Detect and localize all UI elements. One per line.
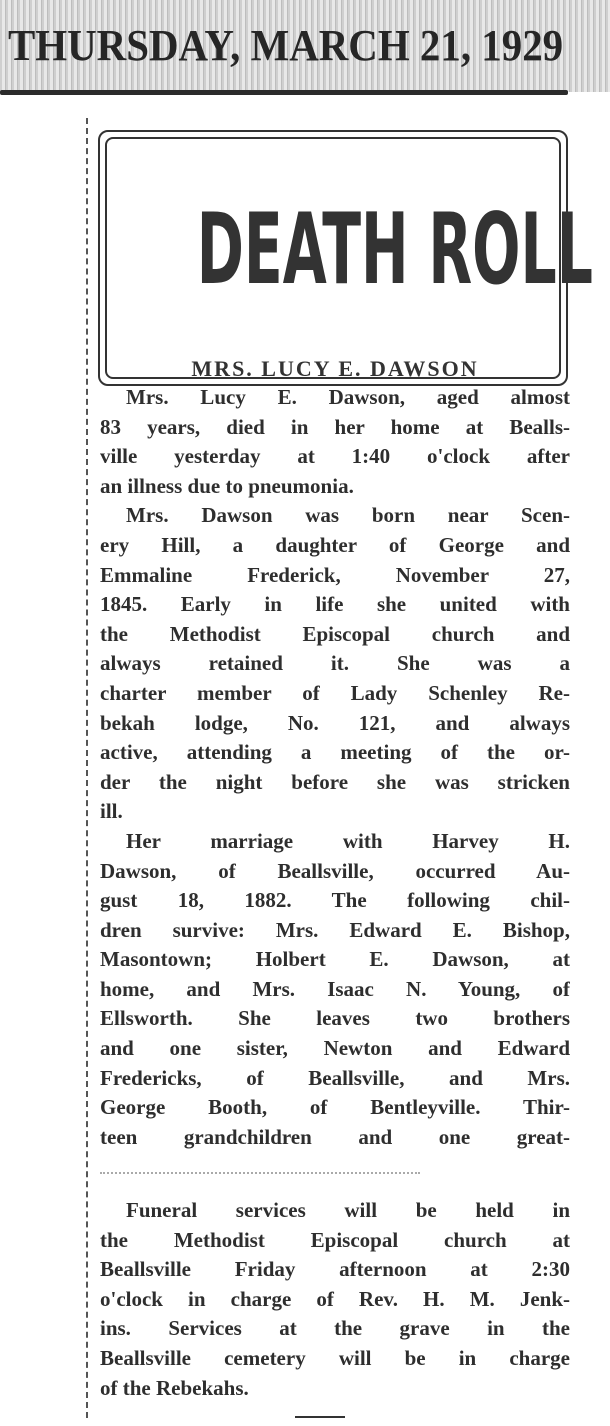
text-line: Masontown; Holbert E. Dawson, at <box>100 947 570 972</box>
masthead-rule <box>0 90 568 95</box>
text-line: der the night before she was stricken <box>100 769 570 794</box>
text-line: Ellsworth. She leaves two brothers <box>100 1006 570 1031</box>
masthead <box>0 0 610 92</box>
text-line: ill. <box>100 799 123 824</box>
text-line: teen grandchildren and one great- <box>100 1124 570 1149</box>
text-line: ville yesterday at 1:40 o'clock after <box>100 444 570 469</box>
text-line: Beallsville Friday afternoon at 2:30 <box>100 1257 570 1282</box>
text-line: gust 18, 1882. The following chil- <box>100 888 570 913</box>
section-title: DEATH ROLL <box>196 193 593 307</box>
text-line: ery Hill, a daughter of George and <box>100 532 570 557</box>
text-line: o'clock in charge of Rev. H. M. Jenk- <box>100 1286 570 1311</box>
text-line: of the Rebekahs. <box>100 1375 249 1400</box>
text-line: Her marriage with Harvey H. <box>126 828 570 853</box>
article-body <box>100 383 570 1152</box>
text-line: Funeral services will be held in <box>126 1198 570 1222</box>
text-line: Beallsville cemetery will be in charge <box>100 1345 570 1370</box>
column-rule <box>86 118 88 1418</box>
text-line: bekah lodge, No. 121, and always <box>100 710 570 735</box>
funeral-paragraph <box>100 1196 570 1403</box>
article-headline: MRS. LUCY E. DAWSON <box>191 356 479 381</box>
end-rule <box>295 1416 345 1418</box>
text-line: charter member of Lady Schenley Re- <box>100 680 570 705</box>
text-line: Mrs. Dawson was born near Scen- <box>126 503 570 528</box>
text-line: ins. Services at the grave in the <box>100 1316 570 1341</box>
text-line: and one sister, Newton and Edward <box>100 1036 570 1061</box>
faded-line <box>100 1172 420 1178</box>
text-line: an illness due to pneumonia. <box>100 473 354 498</box>
text-line: dren survive: Mrs. Edward E. Bishop, <box>100 917 570 942</box>
text-line: 83 years, died in her home at Bealls- <box>100 414 570 439</box>
text-line: George Booth, of Bentleyville. Thir- <box>100 1095 570 1120</box>
text-line: always retained it. She was a <box>100 651 570 676</box>
text-line: the Methodist Episcopal church and <box>100 621 570 646</box>
text-line: 1845. Early in life she united with <box>100 592 570 617</box>
text-line: active, attending a meeting of the or- <box>100 740 570 765</box>
text-line: Fredericks, of Beallsville, and Mrs. <box>100 1065 570 1090</box>
text-line: the Methodist Episcopal church at <box>100 1227 570 1252</box>
text-line: Emmaline Frederick, November 27, <box>100 562 570 587</box>
masthead-date: THURSDAY, MARCH 21, 1929 <box>8 21 564 70</box>
text-line: home, and Mrs. Isaac N. Young, of <box>100 976 570 1001</box>
text-line: Mrs. Lucy E. Dawson, aged almost <box>126 385 570 409</box>
text-line: Dawson, of Beallsville, occurred Au- <box>100 858 570 883</box>
